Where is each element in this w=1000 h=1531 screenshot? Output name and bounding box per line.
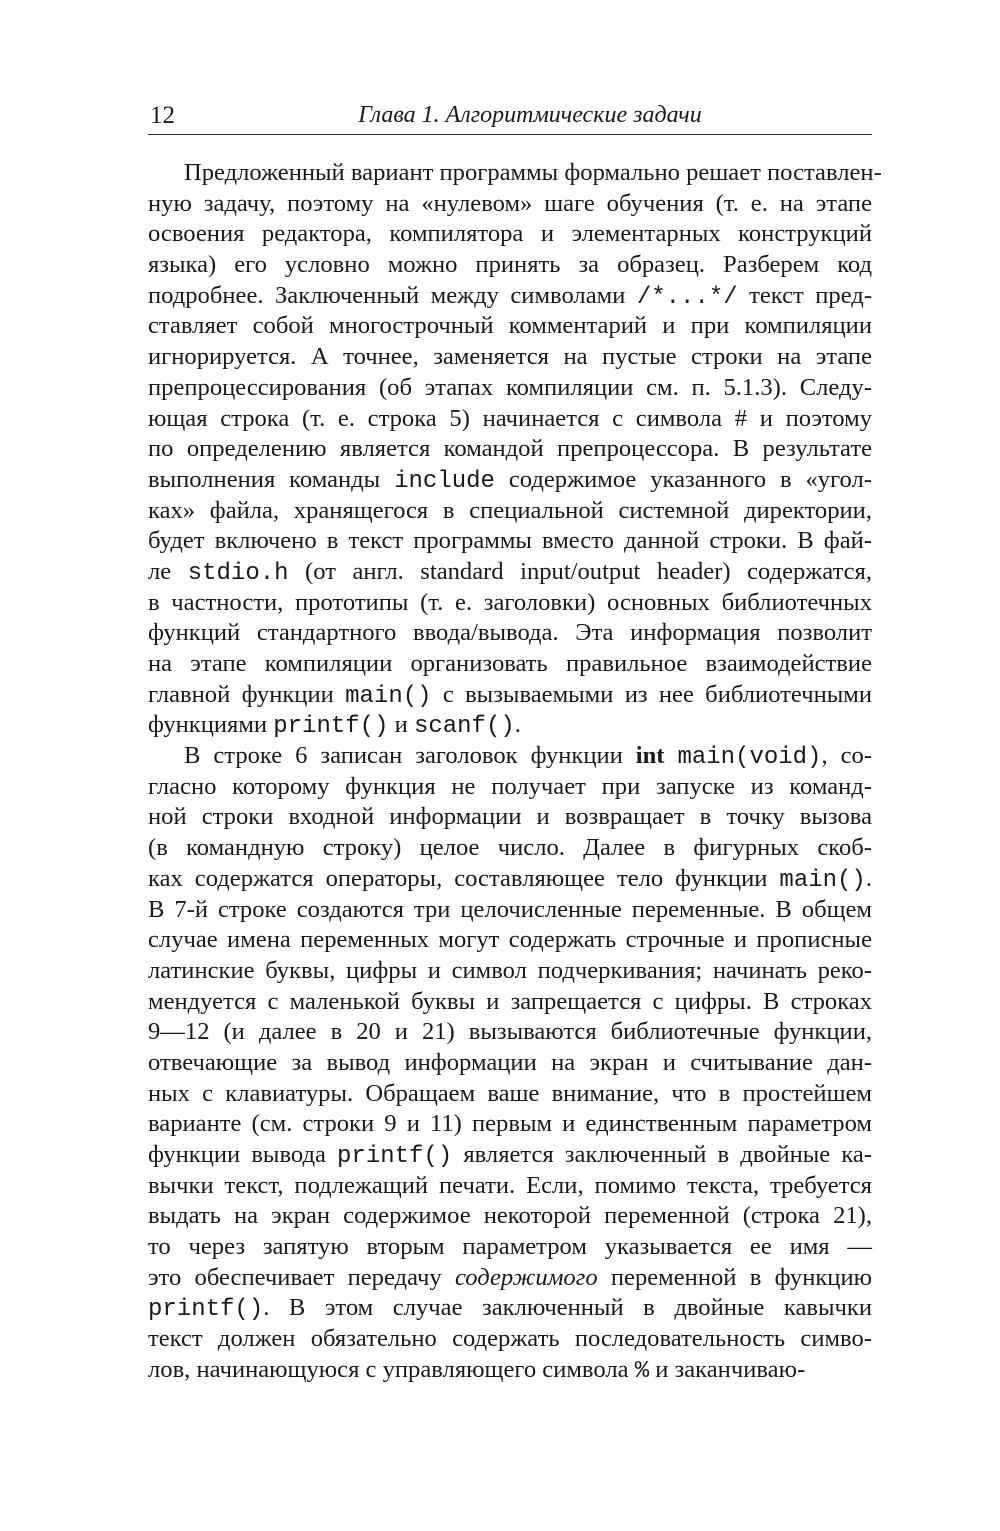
text-line <box>148 465 872 496</box>
text-line <box>148 250 872 281</box>
text-segment: . В этом случае заключенный в двойные кавычки <box>263 1294 872 1322</box>
text-segment: переменной в функцию <box>597 1263 872 1291</box>
text-segment: (от англ. standard input/output header) содержатся, <box>288 557 873 585</box>
text-segment: ках содержатся операторы, составляющее тело функции <box>148 864 780 892</box>
text-segment: по определению является командой препроцессора. В результате <box>148 435 872 463</box>
text-segment: выполнения команды <box>148 465 395 493</box>
text-segment: текст пред- <box>737 281 873 309</box>
text-segment: В строке 6 записан заголовок функции <box>184 742 636 770</box>
text-segment: вычки текст, подлежащий печати. Если, помимо текста, требуется <box>148 1171 872 1199</box>
text-segment: В 7-й строке создаются три целочисленные переменные. В общем <box>148 895 872 923</box>
body-text <box>148 158 882 1386</box>
code-fragment: printf() <box>273 713 389 741</box>
code-fragment: printf() <box>337 1143 453 1170</box>
text-line <box>148 1293 872 1324</box>
text-segment: выдать на экран содержимое некоторой переменной (строка 21), <box>148 1202 872 1230</box>
code-fragment: printf() <box>148 1296 264 1324</box>
text-segment: , со- <box>821 742 872 770</box>
text-line <box>148 526 872 557</box>
text-segment: 9—12 (и далее в 20 и 21) вызываются библиотечные функции, <box>148 1018 872 1046</box>
text-segment: ных с клавиатуры. Обращаем ваше внимание, что в простейшем <box>148 1079 872 1107</box>
text-line <box>148 925 872 956</box>
text-segment: освоения редактора, компилятора и элементарных конструкций <box>148 220 872 248</box>
text-line <box>148 373 872 404</box>
text-segment: будет включено в текст программы вместо данной строки. В фай- <box>148 527 872 555</box>
text-segment: препроцессирования (об этапах компиляции см. п. 5.1.3). Следу- <box>148 373 872 401</box>
text-line <box>148 1324 872 1355</box>
text-line <box>148 557 872 588</box>
text-segment: в частности, прототипы (т. е. заголовки) основных библиотечных <box>148 588 872 616</box>
text-segment: это обеспечивает передачу <box>148 1263 455 1291</box>
code-fragment: stdio.h <box>187 559 289 587</box>
text-segment: на этапе компиляции организовать правильное взаимодействие <box>148 650 872 677</box>
text-line <box>148 1109 872 1140</box>
text-segment: с вызываемыми из нее библиотечными <box>431 680 872 708</box>
text-segment: языка) его условно можно принять за образец. Разберем код <box>148 251 872 279</box>
text-line <box>148 649 872 680</box>
text-segment: . <box>514 711 521 739</box>
text-line <box>148 741 872 772</box>
text-segment <box>664 742 677 769</box>
text-segment: ле <box>148 557 188 585</box>
text-line <box>148 434 872 465</box>
code-fragment: % <box>634 1357 650 1385</box>
text-segment: функции вывода <box>148 1141 338 1168</box>
text-line <box>148 864 872 895</box>
text-line <box>148 281 872 312</box>
text-line <box>148 895 872 926</box>
text-line <box>148 1140 872 1171</box>
text-segment: Предложенный вариант программы формально решает поставлен- <box>184 159 882 186</box>
text-line <box>148 1048 872 1079</box>
text-segment: и <box>388 711 414 739</box>
text-segment: ющая строка (т. е. строка 5) начинается с символа # и поэтому <box>148 404 872 432</box>
code-fragment: include <box>394 467 495 495</box>
code-fragment: /*...*/ <box>636 283 738 311</box>
text-segment: и заканчиваю- <box>649 1355 806 1383</box>
text-segment: ной строки входной информации и возвращает в точку вызова <box>148 803 872 831</box>
text-line <box>148 618 872 649</box>
text-line <box>148 956 872 987</box>
code-fragment: main() <box>779 866 866 894</box>
code-fragment: scanf() <box>413 713 515 741</box>
text-line <box>148 772 872 803</box>
text-line <box>148 1171 872 1202</box>
text-segment: латинские буквы, цифры и символ подчеркивания; начинать реко- <box>148 956 872 984</box>
text-line <box>148 802 872 833</box>
text-segment: подробнее. Заключенный между символами <box>148 281 637 309</box>
text-line <box>148 189 872 220</box>
text-segment: текст должен обязательно содержать последовательность симво- <box>148 1325 872 1353</box>
text-segment: ках» файла, хранящегося в специальной системной директории, <box>148 496 872 524</box>
text-line <box>148 680 872 711</box>
text-segment: . <box>865 864 872 892</box>
text-line <box>148 404 872 435</box>
text-line <box>148 1201 872 1232</box>
text-segment: то через запятую вторым параметром указывается ее имя — <box>148 1233 872 1261</box>
text-line <box>148 1232 872 1263</box>
text-segment: (в командную строку) целое число. Далее в фигурных скоб- <box>148 834 872 862</box>
text-line <box>148 1079 872 1110</box>
text-segment: варианте (см. строки 9 и 11) первым и единственным параметром <box>148 1110 872 1138</box>
text-segment: функций стандартного ввода/вывода. Эта информация позволит <box>148 619 872 647</box>
text-segment: функциями <box>148 711 274 739</box>
text-line <box>148 342 872 373</box>
text-line <box>148 710 872 741</box>
text-line <box>148 311 872 342</box>
running-head <box>148 100 872 135</box>
text-segment: int <box>635 742 665 770</box>
text-segment: является заключенный в двойные ка- <box>452 1141 873 1168</box>
text-line <box>148 158 882 189</box>
text-line <box>148 588 872 619</box>
chapter-title: Глава 1. Алгоритмические задачи <box>358 102 702 128</box>
code-fragment: main(void) <box>677 744 822 772</box>
text-line <box>148 496 872 527</box>
text-segment: случае имена переменных могут содержать строчные и прописные <box>148 926 872 954</box>
text-line <box>148 219 872 250</box>
text-line <box>148 833 872 864</box>
text-segment: отвечающие за вывод информации на экран и считывание дан- <box>148 1048 872 1076</box>
text-segment: мендуется с маленькой буквы и запрещается с цифры. В строках <box>148 987 872 1015</box>
text-line <box>148 1263 872 1294</box>
text-line <box>148 1355 872 1386</box>
page-number: 12 <box>150 102 175 129</box>
text-segment: игнорируется. А точнее, заменяется на пустые строки на этапе <box>148 343 872 371</box>
text-segment: лов, начинающуюся с управляющего символа <box>148 1355 635 1383</box>
code-fragment: main() <box>345 682 432 710</box>
text-segment: главной функции <box>148 680 346 708</box>
text-segment: гласно которому функция не получает при запуске из команд- <box>148 772 872 800</box>
text-segment: ставляет собой многострочный комментарий и при компиляции <box>148 312 872 340</box>
text-line <box>148 987 872 1018</box>
emphasis-text: содержимого <box>454 1263 598 1291</box>
text-segment: содержимое указанного в «угол- <box>494 465 872 493</box>
text-line <box>148 1017 872 1048</box>
text-segment: ную задачу, поэтому на «нулевом» шаге обучения (т. е. на этапе <box>148 189 872 217</box>
